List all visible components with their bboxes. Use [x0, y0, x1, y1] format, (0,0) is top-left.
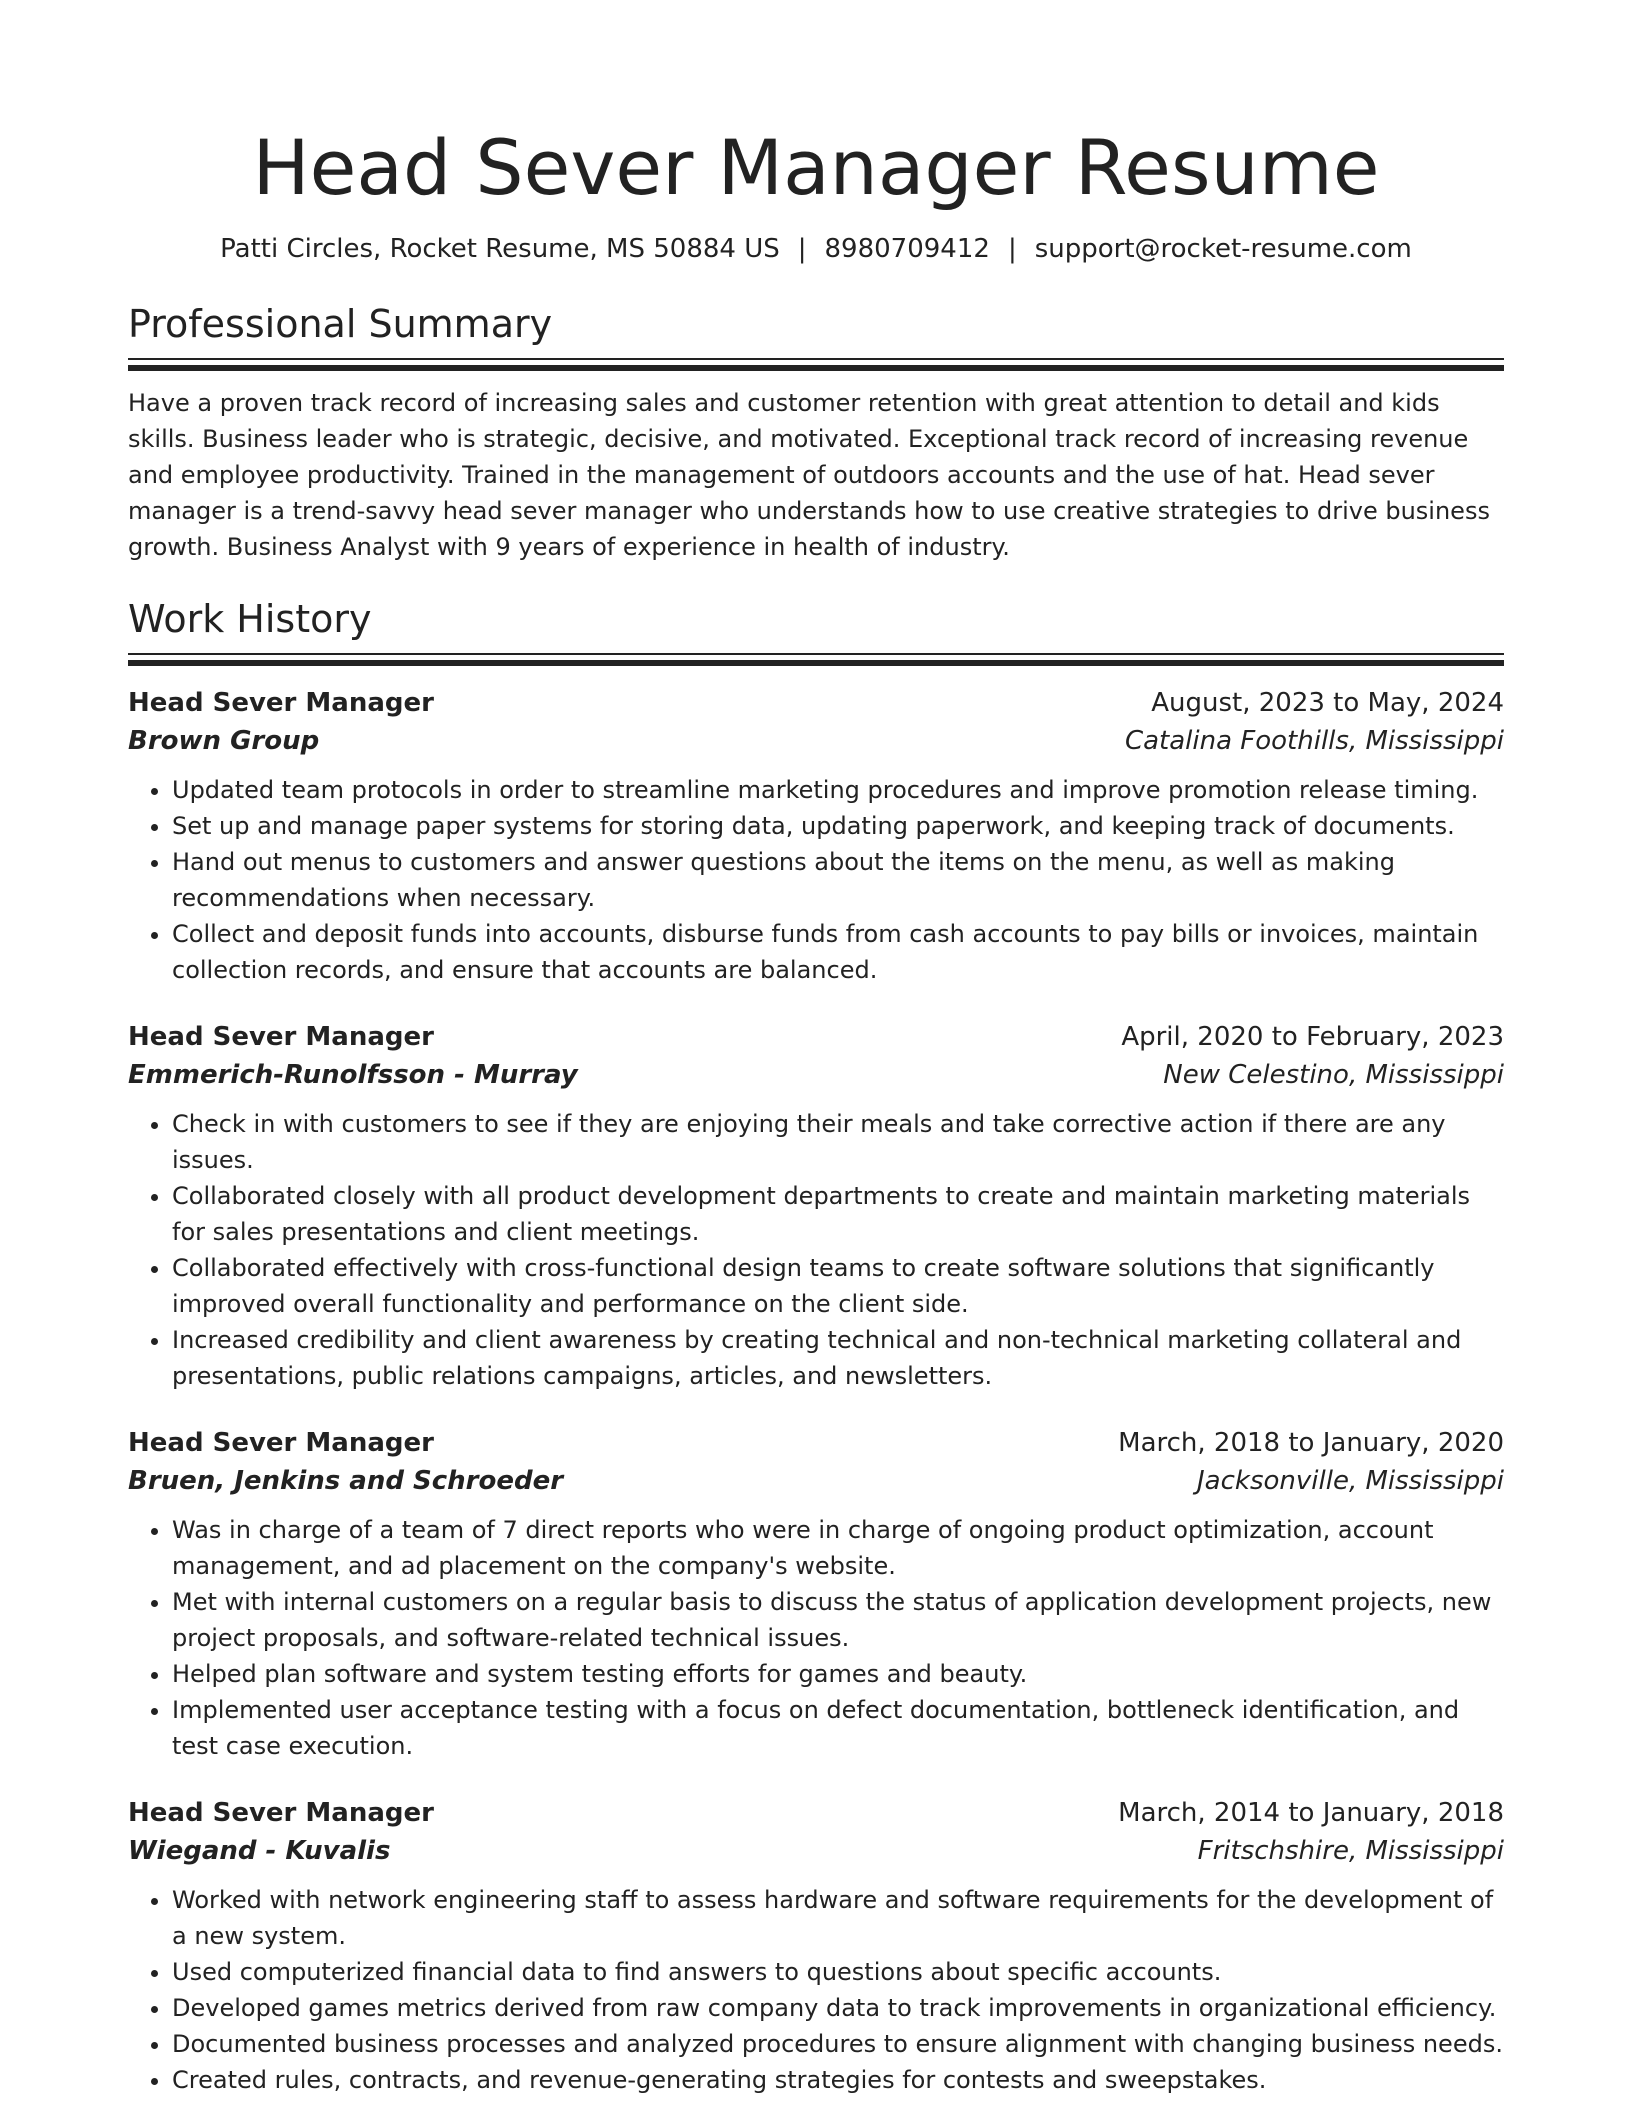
contact-separator: |: [1007, 234, 1017, 264]
job-location: New Celestino, Mississippi: [1163, 1060, 1504, 1090]
job-subheader-row: [128, 1056, 1504, 1094]
job-bullet-list: [128, 772, 1504, 988]
job-location: Catalina Foothills, Mississippi: [1124, 726, 1504, 756]
job-bullet: • Developed games metrics derived from raw company data to track improvements in organizational efficiency.: [172, 1990, 1504, 2026]
job-title: Head Sever Manager: [128, 1428, 434, 1458]
job-bullet: • Implemented user acceptance testing with a focus on defect documentation, bottleneck identification, and test case execution.: [172, 1692, 1504, 1764]
job-bullet: • Worked with network engineering staff to assess hardware and software requirements for the development of a new system.: [172, 1882, 1504, 1954]
job-header-row: [128, 1424, 1504, 1462]
job-location: Fritschshire, Mississippi: [1197, 1836, 1504, 1866]
job-bullet: • Helped plan software and system testing efforts for games and beauty.: [172, 1656, 1504, 1692]
contact-email: support@rocket-resume.com: [1034, 234, 1412, 264]
job-dates: April, 2020 to February, 2023: [1121, 1022, 1504, 1052]
summary-text: Have a proven track record of increasing sales and customer retention with great attention to detail and kids skills. Business leader who is strategic, decisive, and motivated. Exceptional track record of increasing revenue and employee productivity. Trained in the management of outdoors accounts and the use of hat. Head sever manager is a trend-savvy head sever manager who understands how to use creative strategies to drive business growth. Business Analyst with 9 years of experience in health of industry.: [128, 389, 1490, 561]
contact-line: [128, 232, 1504, 266]
job-bullet-list: [128, 1106, 1504, 1394]
job-header-row: [128, 1794, 1504, 1832]
job-dates: March, 2014 to January, 2018: [1118, 1798, 1504, 1828]
job-header-row: [128, 684, 1504, 722]
contact-address: Patti Circles, Rocket Resume, MS 50884 US: [220, 234, 780, 264]
job-company: Bruen, Jenkins and Schroeder: [128, 1466, 564, 1496]
job-company: Emmerich-Runolfsson - Murray: [128, 1060, 578, 1090]
job-dates: March, 2018 to January, 2020: [1118, 1428, 1504, 1458]
job-company: Brown Group: [128, 726, 320, 756]
job-bullet: • Increased credibility and client awareness by creating technical and non-technical marketing collateral and presentations, public relations campaigns, articles, and newsletters.: [172, 1322, 1504, 1394]
professional-summary-section: [128, 300, 1504, 565]
job-bullet: • Check in with customers to see if they are enjoying their meals and take corrective action if there are any issues.: [172, 1106, 1504, 1178]
job-entry: [128, 1018, 1504, 1394]
job-entry: [128, 1424, 1504, 1764]
job-subheader-row: [128, 1462, 1504, 1500]
job-subheader-row: [128, 722, 1504, 760]
job-bullet: • Collaborated closely with all product development departments to create and maintain marketing materials for sales presentations and client meetings.: [172, 1178, 1504, 1250]
job-bullet: • Used computerized financial data to find answers to questions about specific accounts.: [172, 1954, 1504, 1990]
section-heading-work: Work History: [128, 597, 372, 641]
job-bullet: • Hand out menus to customers and answer questions about the items on the menu, as well as making recommendations when necessary.: [172, 844, 1504, 916]
contact-separator: |: [797, 234, 807, 264]
job-entry: [128, 1794, 1504, 2098]
job-title: Head Sever Manager: [128, 1798, 434, 1828]
job-bullet: • Documented business processes and analyzed procedures to ensure alignment with changing business needs.: [172, 2026, 1504, 2062]
job-entry: [128, 684, 1504, 988]
job-bullet: • Created rules, contracts, and revenue-generating strategies for contests and sweepstakes.: [172, 2062, 1504, 2098]
job-bullet: • Was in charge of a team of 7 direct reports who were in charge of ongoing product optimization, account management, and ad placement on the company's website.: [172, 1512, 1504, 1584]
job-dates: August, 2023 to May, 2024: [1151, 688, 1504, 718]
work-history-section: [128, 595, 1504, 2098]
job-bullet: • Set up and manage paper systems for storing data, updating paperwork, and keeping track of documents.: [172, 808, 1504, 844]
section-divider: [128, 653, 1504, 666]
resume-title: Head Sever Manager Resume: [252, 123, 1380, 212]
job-bullet: • Collect and deposit funds into accounts, disburse funds from cash accounts to pay bills or invoices, maintain collection records, and ensure that accounts are balanced.: [172, 916, 1504, 988]
job-header-row: [128, 1018, 1504, 1056]
resume-page: [128, 0, 1504, 2098]
job-company: Wiegand - Kuvalis: [128, 1836, 391, 1866]
job-title: Head Sever Manager: [128, 1022, 434, 1052]
job-location: Jacksonville, Mississippi: [1197, 1466, 1504, 1496]
job-title: Head Sever Manager: [128, 688, 434, 718]
job-subheader-row: [128, 1832, 1504, 1870]
job-bullet: • Met with internal customers on a regular basis to discuss the status of application development projects, new project proposals, and software-related technical issues.: [172, 1584, 1504, 1656]
section-heading-summary: Professional Summary: [128, 302, 553, 346]
job-bullet-list: [128, 1512, 1504, 1764]
job-bullet: • Updated team protocols in order to streamline marketing procedures and improve promotion release timing.: [172, 772, 1504, 808]
job-bullet-list: [128, 1882, 1504, 2098]
job-bullet: • Collaborated effectively with cross-functional design teams to create software solutions that significantly improved overall functionality and performance on the client side.: [172, 1250, 1504, 1322]
section-divider: [128, 358, 1504, 371]
contact-phone: 8980709412: [824, 234, 990, 264]
